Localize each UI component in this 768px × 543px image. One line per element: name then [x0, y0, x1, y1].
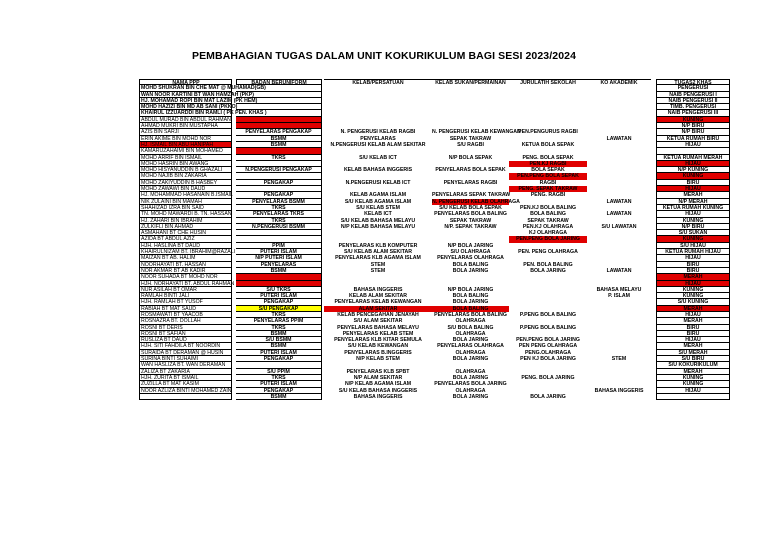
cell-sukan: SEPAK TAKRAW — [449, 135, 492, 142]
cell-nama: RAMLAH BINTI JALI — [139, 293, 232, 299]
cell-sukan: N. PENGERUSI KELAB OLAHRAGA — [432, 198, 520, 205]
page-title: PEMBAHAGIAN TUGAS DALAM UNIT KOKURIKULUM BAGI SESI 2023/2024 — [191, 50, 577, 62]
cell-nama: KHAIRUL IZZUARDDI BIN RAMLI ( PK PEN. KHAS ) — [141, 110, 267, 117]
cell-badan: S/U PPIM — [236, 369, 322, 375]
cell-sukan: N. PENGERUSI KELAB KEWANGAN — [432, 129, 521, 136]
cell-nama: KHAIRULNIZAM BT. IBRAHIM@RAZALI — [141, 249, 236, 256]
cell-nama: ROSNI BT DERIS — [139, 325, 232, 331]
cell-ko: P. ISLAM — [608, 293, 630, 300]
cell-tugas: MERAH — [656, 192, 730, 198]
cell-tugas: MERAH — [656, 274, 730, 280]
cell-nama: WAN NOOR KARTINI BT WAN HAMZAH (PKP) — [141, 91, 254, 98]
cell-nama: KAMARUZAHAIMI BIN MOHAMED — [139, 148, 232, 154]
cell-jurulatih: PEN.PENGURUS RAGBI — [518, 129, 578, 136]
cell-sukan: BOLA BALING — [432, 306, 509, 312]
cell-tugas: HIJAU — [656, 211, 730, 217]
cell-tugas: KUNING — [656, 236, 730, 242]
cell-sukan: S/U BOLA BALING — [447, 324, 494, 331]
cell-kelab: PENYELARAS KELAB KEWANGAN — [334, 299, 422, 306]
cell-tugas: BIRU — [656, 325, 730, 331]
header-ko: KO AKADEMIK — [587, 79, 651, 85]
cell-badan: BSMM — [236, 343, 322, 349]
header-tugas: TUGAS2 KHAS — [656, 79, 730, 85]
cell-badan: PENYELARAS PENGAKAP — [236, 129, 322, 135]
cell-nama: MOHD HAZIZI BIN MD AB SANI (PKKO) — [141, 104, 238, 111]
cell-jurulatih: PEN.PENG BOLA SEPAK — [509, 173, 587, 179]
cell-kelab: S/U KELAB KEWANGAN — [347, 343, 409, 350]
cell-nama: TN. MOHD MAWARDI B. TN. HASSAN — [141, 211, 232, 218]
cell-nama: ROSNI BT SAFIAN — [139, 331, 232, 337]
cell-sukan: PENYELARAS BOLA JARING — [434, 381, 507, 388]
cell-kelab: N/P KELAB STEM — [356, 356, 400, 363]
cell-nama: AZIDA BT ABDUL AZIZ — [139, 236, 232, 242]
cell-kelab: N.PENGERUSI KELAB ICT — [345, 179, 411, 186]
cell-sukan: PENYELARAS OLAHRAGA — [437, 255, 504, 262]
cell-ko: S/U LAWATAN — [601, 223, 637, 230]
cell-tugas: KUNING — [656, 117, 730, 123]
cell-sukan: PENYELARAS BOLA BALING — [434, 311, 507, 318]
cell-nama — [139, 394, 232, 400]
cell-kelab: S/U KELAB AGAMA ISLAM — [344, 198, 412, 205]
cell-tugas: BIRU — [656, 268, 730, 274]
cell-tugas: KUNING — [656, 287, 730, 293]
cell-badan: PENYELARAS — [236, 262, 322, 268]
cell-badan: PENYELARAS TKRS — [236, 211, 322, 217]
cell-nama: MOHD SHUKRAN BIN CHE MAT @ MUHAMAD(GB) — [141, 85, 266, 92]
cell-nama: AZIS BIN SARJI — [139, 129, 232, 135]
cell-sukan: BOLA JARING — [452, 356, 489, 363]
cell-tugas: HIJAU — [656, 281, 730, 287]
cell-tugas: KETUA RUMAH HIJAU — [656, 249, 730, 255]
cell-badan: PUTERI ISLAM — [236, 293, 322, 299]
cell-ko: LAWATAN — [606, 135, 632, 142]
cell-jurulatih: BOLA BALING — [530, 211, 566, 218]
cell-badan: BSMM — [236, 142, 322, 148]
cell-tugas: KUNING — [656, 218, 730, 224]
cell-jurulatih: RAGBI — [539, 179, 557, 186]
assignment-table — [139, 79, 730, 400]
cell-kelab: S/U KELAB BAHASA MELAYU — [340, 217, 416, 224]
cell-sukan: S/U RAGBI — [457, 141, 484, 148]
cell-kelab: PENYELARAS KELAB STEM — [342, 330, 414, 337]
cell-kelab: PENYELARAS KLB KOMPUTER — [338, 242, 418, 249]
cell-nama: MAIZAN BT AB. HALIM — [139, 255, 232, 261]
cell-nama: HJ. MOHAMAD ROPI BIN MAT LAZIM (PK HEM) — [141, 97, 258, 104]
cell-tugas: HIJAU — [656, 312, 730, 318]
cell-nama: ROSMAWATI BT YAACOB — [139, 312, 232, 318]
cell-tugas: MERAH — [656, 318, 730, 324]
cell-jurulatih: BOLA SEPAK — [531, 167, 565, 174]
cell-jurulatih: KJ OLAHRAGA — [528, 230, 568, 237]
cell-tugas: S/U KOKURIKULUM — [656, 362, 730, 368]
cell-tugas: N/P BIRU — [656, 129, 730, 135]
cell-badan: PENGAKAP — [236, 180, 322, 186]
cell-tugas: BIRU — [656, 331, 730, 337]
cell-tugas: KUNING — [656, 293, 730, 299]
cell-sukan: OLAHRAGA — [455, 330, 486, 337]
cell-badan: N.PENGERUSI PENGAKAP — [236, 167, 322, 173]
cell-kelab: N/P KELAB BAHASA MELAYU — [340, 223, 416, 230]
cell-kelab: KELAB BAHASA INGGERIS — [343, 167, 413, 174]
header-kelab: KELAB/PERSATUAN — [324, 79, 432, 85]
cell-badan: PUTERI ISLAM — [236, 350, 322, 356]
cell-nama: ROSNAZRA BT. DOLLAH — [139, 318, 232, 324]
cell-badan: N/P PUTERI ISLAM — [236, 255, 322, 261]
cell-badan: BSMM — [236, 136, 322, 142]
cell-jurulatih: PENG. BOLA SEPAK — [522, 154, 574, 161]
cell-ko: BAHASA INGGERIS — [594, 387, 644, 394]
cell-sukan: BOLA BALING — [452, 261, 489, 268]
cell-tugas: MERAH — [656, 306, 730, 312]
table-body — [139, 85, 730, 400]
cell-jurulatih: PEN. BOLA BALING — [523, 261, 573, 268]
cell-badan: PENGAKAP — [236, 356, 322, 362]
cell-tugas: HIJAU — [656, 142, 730, 148]
cell-nama: MOHD HASRIN BIN AWANG — [139, 161, 232, 167]
cell-kelab: KELAB PENCEGAHAN JENAYAH — [337, 311, 419, 318]
cell-nama: MOHD NAJIB BIN ZAKARIA — [139, 173, 232, 179]
cell-ko — [587, 394, 651, 400]
cell-nama: MOHD ZAWAWI BIN DAUD — [139, 186, 232, 192]
cell-sukan: PENYELARAS BOLA BALING — [434, 211, 507, 218]
cell-kelab: S/U KELAB STEM — [356, 204, 400, 211]
cell-badan: PENGAKAP — [236, 388, 322, 394]
cell-jurulatih: PEN.KJ OLAHRAGA — [522, 223, 574, 230]
cell-jurulatih: PEN KJ BOLA JARING — [520, 356, 576, 363]
cell-kelab: S/U ALAM SEKITAR — [353, 318, 403, 325]
cell-nama: HJH. NORHAYATI BT. ABDUL RAHMAN — [141, 280, 235, 287]
cell-sukan: PENYELARAS BOLA SEPAK — [435, 167, 506, 174]
cell-tugas: MERAH — [656, 369, 730, 375]
cell-nama: NOR AKMAR BT AB KADIR — [139, 268, 232, 274]
cell-tugas: S/U HIJAU — [656, 243, 730, 249]
cell-jurulatih: PEN.PENG BOLA JARING — [516, 337, 580, 344]
cell-tugas: HIJAU — [656, 337, 730, 343]
cell-nama: ZALIZA BT ZAKARIA — [139, 369, 232, 375]
cell-tugas: S/U SUKAN — [656, 230, 730, 236]
cell-badan: TKRS — [236, 312, 322, 318]
cell-tugas: HIJAU — [656, 161, 730, 167]
cell-sukan: N/P BOLA JARING — [447, 286, 494, 293]
cell-tugas: KETUA RUMAH MERAH — [656, 155, 730, 161]
cell-nama: RABIAH BT MAT SAUD — [139, 306, 232, 312]
cell-jurulatih: PEN.KJ RAGBI — [509, 161, 587, 167]
cell-tugas: N/P MERAH — [656, 199, 730, 205]
cell-sukan: OLAHRAGA — [455, 368, 486, 375]
cell-jurulatih: PEN.KJ BOLA BALING — [519, 204, 576, 211]
cell-sukan: OLAHRAGA — [455, 349, 486, 356]
cell-nama: NOOR AZLIZA BINTI MOHAMED ZAIN — [141, 387, 232, 394]
cell-badan: TKRS — [236, 325, 322, 331]
cell-nama: WAN HASLIZA BT. WAN DERAMAN — [139, 362, 232, 368]
cell-nama: MOHD ARRIF BIN ISMAIL — [139, 155, 232, 161]
cell-jurulatih: BOLA JARING — [530, 267, 566, 274]
cell-sukan: BOLA BALING — [452, 293, 489, 300]
cell-ko: LAWATAN — [606, 211, 632, 218]
cell-sukan: N/P BOLA JARING — [447, 242, 494, 249]
cell-sukan: S/U KELAB BOLA SEPAK — [439, 204, 502, 211]
cell-kelab: S/U KELAB BAHASA INGGERIS — [338, 387, 418, 394]
cell-sukan: OLAHRAGA — [455, 318, 486, 325]
cell-tugas: N/P BIRU — [656, 123, 730, 129]
cell-jurulatih: PEN. PENG OLAHRAGA — [518, 249, 578, 256]
cell-kelab: STEM — [370, 267, 386, 274]
cell-tugas: NAIB PENGERUSI III — [656, 110, 730, 116]
cell-badan: PENYELARAS PPIM — [236, 318, 322, 324]
cell-jurulatih: P.PENG BOLA BALING — [519, 311, 577, 318]
cell-sukan: PENYELARAS RAGBI — [443, 179, 498, 186]
cell-kelab: PENYELARAS KLB KITAR SEMULA — [334, 337, 422, 344]
cell-badan: TKRS — [236, 375, 322, 381]
cell-badan: S/U TKRS — [236, 287, 322, 293]
cell-tugas: HIJAU — [656, 388, 730, 394]
cell-tugas: KUNING — [656, 375, 730, 381]
cell-sukan: N/P. SEPAK TAKRAW — [444, 223, 497, 230]
cell-ko: STEM — [611, 356, 627, 363]
cell-ko: LAWATAN — [606, 198, 632, 205]
cell-jurulatih: P.PENG BOLA BALING — [519, 324, 577, 331]
cell-kelab: PENYELARAS — [360, 135, 396, 142]
cell-jurulatih: KETUA BOLA SEPAK — [521, 141, 575, 148]
header-nama: NAMA PPP — [139, 79, 232, 85]
cell-tugas: S/U BIRU — [656, 356, 730, 362]
cell-jurulatih: PENG. SEPAK TAKRAW — [509, 186, 587, 192]
cell-nama: HJH. RAMLAH BT YUSOF — [139, 299, 232, 305]
cell-nama: MOHD ZAKIYUDDIN B HASBEY — [139, 180, 232, 186]
cell-nama: NUR ASILAH BT OMAR — [139, 287, 232, 293]
table-row — [139, 394, 730, 400]
cell-sukan: BOLA JARING — [452, 393, 489, 400]
cell-badan: TKRS — [236, 205, 322, 211]
cell-sukan: S/U OLAHRAGA — [450, 249, 491, 256]
cell-kelab: PENYELARAS BAHASA MELAYU — [337, 324, 419, 331]
cell-nama: HJH. ZURITA BT ISMAIL — [139, 375, 232, 381]
cell-jurulatih: PENG.OLAHRAGA — [524, 349, 572, 356]
cell-tugas: BIRU — [656, 180, 730, 186]
cell-nama: MOHD HISYANUDDIN B GHAZALI — [139, 167, 232, 173]
cell-kelab: KELAB ICT — [364, 211, 392, 218]
cell-badan: S/U BSMM — [236, 337, 322, 343]
cell-nama: RUSLIZA BT DAUD — [139, 337, 232, 343]
cell-sukan: N/P BOLA SEPAK — [448, 154, 493, 161]
cell-kelab: N.PENGERUSI KELAB ALAM SEKITAR — [330, 141, 426, 148]
cell-nama: ZUZILLA BT MAT KASIM — [139, 381, 232, 387]
cell-badan: BSMM — [236, 394, 322, 400]
cell-jurulatih: BOLA JARING — [530, 393, 566, 400]
cell-badan: PENYELARAS BSMM — [236, 199, 322, 205]
cell-tugas: KUNING — [656, 173, 730, 179]
cell-kelab: N/P KELAB AGAMA ISLAM — [344, 381, 412, 388]
cell-kelab: S/U KELAB ALAM SEKITAR — [343, 249, 412, 256]
cell-tugas: BIRU — [656, 262, 730, 268]
cell-tugas: NAIB PENGERUSI I — [656, 92, 730, 98]
cell-badan: N.PENGERUSI BSMM — [236, 224, 322, 230]
cell-tugas: N/P KUNING — [656, 167, 730, 173]
cell-kelab: BAHASA INGGERIS — [353, 393, 403, 400]
cell-jurulatih: PEN.PENG BOLA JARING — [509, 236, 587, 242]
cell-tugas: KETUA RUMAH KUNING — [656, 205, 730, 211]
cell-jurulatih: PENG. BOLA JARING — [521, 374, 575, 381]
cell-ko: LAWATAN — [606, 267, 632, 274]
cell-sukan: PENYELARAS SEPAK TAKRAW — [432, 192, 511, 199]
cell-nama: HJH. SITI FAHDILA BT NOORDIN — [139, 343, 232, 349]
cell-tugas: MERAH — [656, 343, 730, 349]
cell-kelab: S/U KELAB ICT — [359, 154, 397, 161]
cell-tugas: HIJAU — [656, 255, 730, 261]
cell-sukan: OLAHRAGA — [455, 387, 486, 394]
cell-badan: BSMM — [236, 331, 322, 337]
cell-jurulatih: PENG. RAGBI — [530, 192, 566, 199]
cell-tugas: KETUA RUMAH BIRU — [656, 136, 730, 142]
cell-nama: HJH. HASLINA BT DAUD — [139, 243, 232, 249]
cell-nama: ABDUL MURAD BIN ABDUL RAHMAN — [141, 116, 231, 123]
cell-nama: ZULKIFLI BIN AHMAD — [139, 224, 232, 230]
cell-nama: HJ. MOHAMMAD HASANAIN B.ISMAIL — [141, 192, 233, 199]
cell-ko: BAHASA MELAYU — [596, 286, 642, 293]
cell-badan: TKRS — [236, 155, 322, 161]
cell-kelab: PENYELARAS KLB AGAMA ISLAM — [335, 255, 421, 262]
cell-nama: SURAIDA BT DERAMAN @ HUSIN — [139, 350, 232, 356]
cell-kelab: KELAB AGAMA ISLAM — [349, 192, 407, 199]
cell-nama: SHAHIZAD IZRA BIN SAID — [139, 205, 232, 211]
cell-tugas: S/U KUNING — [656, 299, 730, 305]
cell-sukan: SEPAK TAKRAW — [449, 217, 492, 224]
cell-badan: BSMM — [236, 268, 322, 274]
cell-kelab: BAHASA INGGERIS — [353, 286, 403, 293]
cell-kelab: N/P ALAM SEKITAR — [353, 374, 403, 381]
cell-nama: ASMAHANI BT CHE HUSIN — [139, 230, 232, 236]
cell-nama: NOORHAYATI BT. HASSAN — [139, 262, 232, 268]
cell-nama: HJ. ZAHARI BIN IBRAHIM — [139, 218, 232, 224]
cell-kelab: ALAM SEKITAR — [324, 306, 432, 312]
cell-badan: S/U PENGAKAP — [236, 306, 322, 312]
cell-sukan: PENYELARAS OLAHRAGA — [437, 343, 504, 350]
cell-nama: NOOR SUHADA BT MOHD NOR — [139, 274, 232, 280]
cell-nama: AHMAD MUKRI BIN MUSTAPHA — [139, 123, 232, 129]
cell-tugas: S/U MERAH — [656, 350, 730, 356]
cell-jurulatih: PEN PENG OLAHRAGA — [518, 343, 578, 350]
cell-badan: PENGAKAP — [236, 299, 322, 305]
cell-badan: PENGAKAP — [236, 192, 322, 198]
cell-badan: PUTERI ISLAM — [236, 249, 322, 255]
cell-nama: ERIN AKIME BIN MOHD NOR — [139, 136, 232, 142]
cell-sukan: BOLA JARING — [452, 337, 489, 344]
cell-tugas — [656, 394, 730, 400]
cell-badan: PUTERI ISLAM — [236, 381, 322, 387]
cell-tugas: PENGERUSI — [656, 85, 730, 91]
cell-nama: NIK ZULAINI BIN MAMAH — [139, 199, 232, 205]
cell-badan: TKRS — [236, 218, 322, 224]
cell-kelab: STEM — [370, 261, 386, 268]
cell-kelab: PENYELARAS KLB SPBT — [346, 368, 410, 375]
cell-sukan: BOLA JARING — [452, 267, 489, 274]
cell-jurulatih: SEPAK TAKRAW — [527, 217, 569, 224]
cell-tugas: NAIB PENGERUSI II — [656, 98, 730, 104]
cell-sukan: BOLA JARING — [452, 299, 489, 306]
cell-kelab: PENYELARAS B.INGGERIS — [344, 349, 412, 356]
cell-nama: HJ. ISMAIL BIN ABU HANIPAH — [139, 142, 232, 148]
cell-tugas: HIJAU — [656, 186, 730, 192]
cell-badan: PPIM — [236, 243, 322, 249]
header-sukan: KELAB SUKAN/PERMAINAN — [432, 79, 509, 85]
cell-kelab: KELAB ALAM SEKITAR — [349, 293, 407, 300]
cell-kelab: N. PENGERUSI KELAB RAGBI — [340, 129, 416, 136]
cell-tugas: TIMB. PENGERUSI — [656, 104, 730, 110]
cell-tugas: KUNING — [656, 381, 730, 387]
cell-nama: SURINA BINTI SUHAIMI — [139, 356, 232, 362]
cell-sukan: BOLA JARING — [452, 374, 489, 381]
header-jurulatih: JURULATIH SEKOLAH — [509, 79, 587, 85]
header-badan: BADAN BERUNIFORM — [236, 79, 322, 85]
cell-tugas: N/P BIRU — [656, 224, 730, 230]
